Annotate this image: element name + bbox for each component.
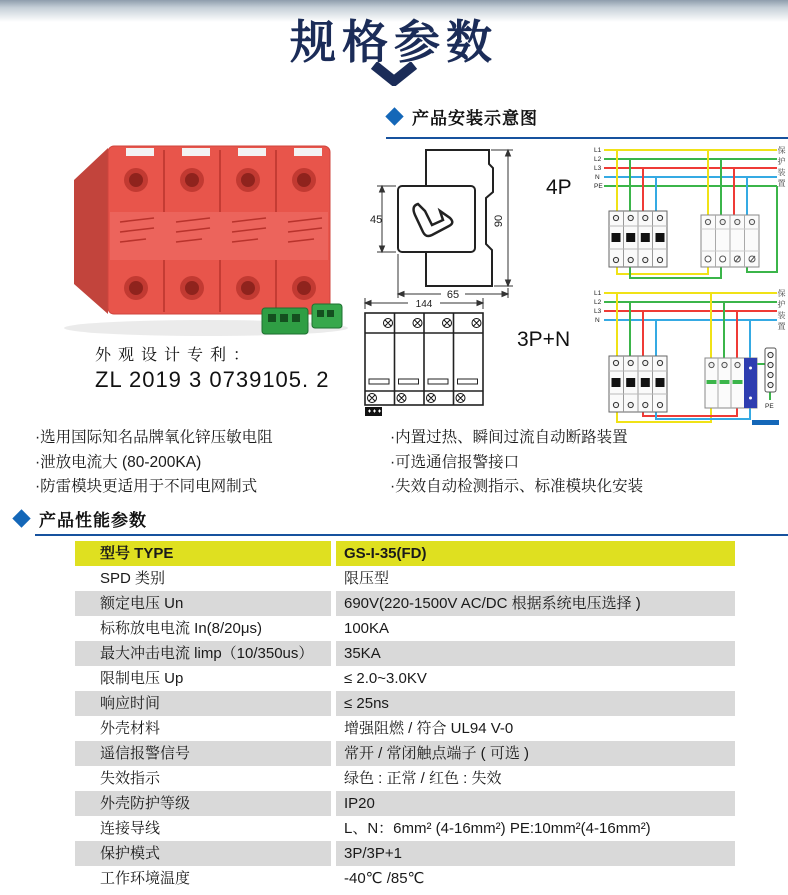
protection-device-label: 保护装置 xyxy=(777,146,786,190)
spec-value-cell: 绿色 : 正常 / 红色 : 失效 xyxy=(336,766,735,791)
table-row xyxy=(75,766,735,791)
dimension-drawing-4p xyxy=(368,140,548,302)
svg-text:L1: L1 xyxy=(594,147,602,154)
spd-block xyxy=(701,215,759,267)
drawing-label-4p: 4P xyxy=(546,176,572,199)
svg-text:N: N xyxy=(595,174,600,181)
svg-text:L1: L1 xyxy=(594,290,602,297)
spec-label-cell: 标称放电电流 In(8/20μs) xyxy=(75,616,331,641)
table-row xyxy=(75,691,735,716)
product-photo xyxy=(46,116,350,342)
table-row xyxy=(75,841,735,866)
install-section-header xyxy=(388,104,538,129)
spec-label-cell: 响应时间 xyxy=(75,691,331,716)
table-row xyxy=(75,716,735,741)
spec-label-cell: 型号 TYPE xyxy=(75,541,331,566)
dim-90: 90 xyxy=(493,214,505,228)
spd-block xyxy=(705,358,757,408)
table-row xyxy=(75,816,735,841)
table-row xyxy=(75,566,735,591)
spec-value-cell: 35KA xyxy=(336,641,735,666)
table-row xyxy=(75,541,735,566)
spec-value-cell: ≤ 25ns xyxy=(336,691,735,716)
performance-section-divider xyxy=(35,534,788,536)
table-row xyxy=(75,666,735,691)
dim-144: 144 xyxy=(415,299,433,310)
spec-value-cell: 增强阻燃 / 符合 UL94 V-0 xyxy=(336,716,735,741)
spec-label-cell: SPD 类别 xyxy=(75,566,331,591)
svg-text:L2: L2 xyxy=(594,156,602,163)
spec-value-cell: L、N：6mm² (4-16mm²) PE:10mm²(4-16mm²) xyxy=(336,816,735,841)
dimension-drawing-3pn xyxy=(362,295,487,425)
diamond-icon xyxy=(12,509,30,527)
table-row xyxy=(75,791,735,816)
line-labels xyxy=(594,147,603,190)
spec-label-cell: 最大冲击电流 limp（10/350us） xyxy=(75,641,331,666)
breaker-block xyxy=(609,356,667,412)
spec-table xyxy=(75,541,735,891)
pe-label: PE xyxy=(765,403,774,410)
pe-terminal-strip xyxy=(765,348,776,410)
spec-label-cell: 连接导线 xyxy=(75,816,331,841)
patent-info xyxy=(95,342,365,393)
spec-value-cell: 限压型 xyxy=(336,566,735,591)
spd-device-illustration xyxy=(64,146,348,336)
feature-list-right xyxy=(390,426,785,500)
spec-value-cell: 常开 / 常闭触点端子 ( 可选 ) xyxy=(336,741,735,766)
wiring-diagram-3pn xyxy=(593,284,788,432)
svg-text:L3: L3 xyxy=(594,308,602,315)
performance-section-header xyxy=(15,506,147,531)
din-clip xyxy=(365,407,382,416)
line-labels xyxy=(594,290,602,324)
feature-item: ·内置过热、瞬间过流自动断路装置 xyxy=(390,429,628,446)
spec-label-cell: 保护模式 xyxy=(75,841,331,866)
spec-value-cell: IP20 xyxy=(336,791,735,816)
device-front xyxy=(365,313,483,405)
patent-number: ZL 2019 3 0739105. 2 xyxy=(95,367,330,392)
table-row xyxy=(75,591,735,616)
breaker-block xyxy=(609,211,667,267)
spec-label-cell: 额定电压 Un xyxy=(75,591,331,616)
svg-text:PE: PE xyxy=(594,183,603,190)
feature-item: ·防雷模块更适用于不同电网制式 xyxy=(35,478,258,495)
device-profile xyxy=(398,150,493,286)
svg-text:N: N xyxy=(595,317,600,324)
feature-item: ·选用国际知名品牌氧化锌压敏电阻 xyxy=(35,429,273,446)
install-section-divider xyxy=(386,137,788,139)
svg-text:L3: L3 xyxy=(594,165,602,172)
spec-label-cell: 失效指示 xyxy=(75,766,331,791)
install-section-title: 产品安装示意图 xyxy=(412,109,538,128)
drawing-label-3pn: 3P+N xyxy=(517,328,571,351)
spec-label-cell: 外壳防护等级 xyxy=(75,791,331,816)
dim-65: 65 xyxy=(446,289,460,301)
blue-dash-decoration xyxy=(752,420,779,425)
spec-value-cell: GS-I-35(FD) xyxy=(336,541,735,566)
spec-value-cell: 3P/3P+1 xyxy=(336,841,735,866)
spec-value-cell: -40℃ /85℃ xyxy=(336,866,735,891)
diamond-icon xyxy=(385,107,403,125)
table-row xyxy=(75,741,735,766)
spec-label-cell: 外壳材料 xyxy=(75,716,331,741)
spec-value-cell: 690V(220-1500V AC/DC 根据系统电压选择 ) xyxy=(336,591,735,616)
spec-label-cell: 限制电压 Up xyxy=(75,666,331,691)
patent-label: 外观设计专利： xyxy=(95,347,257,364)
page-title: 规格参数 xyxy=(290,16,498,68)
spec-label-cell: 工作环境温度 xyxy=(75,866,331,891)
table-row xyxy=(75,641,735,666)
wiring-diagram-4p xyxy=(593,141,785,279)
spec-value-cell: 100KA xyxy=(336,616,735,641)
spec-label-cell: 遥信报警信号 xyxy=(75,741,331,766)
feature-list-left xyxy=(35,426,385,500)
svg-text:L2: L2 xyxy=(594,299,602,306)
feature-item: ·泄放电流大 (80-200KA) xyxy=(35,453,202,471)
dim-45: 45 xyxy=(370,214,383,226)
chevron-down-icon xyxy=(370,62,418,86)
protection-device-label: 保护装置 xyxy=(777,289,786,333)
table-row xyxy=(75,866,735,891)
feature-item: ·可选通信报警接口 xyxy=(390,453,520,471)
table-row xyxy=(75,616,735,641)
performance-section-title: 产品性能参数 xyxy=(39,511,147,530)
spec-value-cell: ≤ 2.0~3.0KV xyxy=(336,666,735,691)
feature-item: ·失效自动检测指示、标准模块化安装 xyxy=(390,478,644,495)
